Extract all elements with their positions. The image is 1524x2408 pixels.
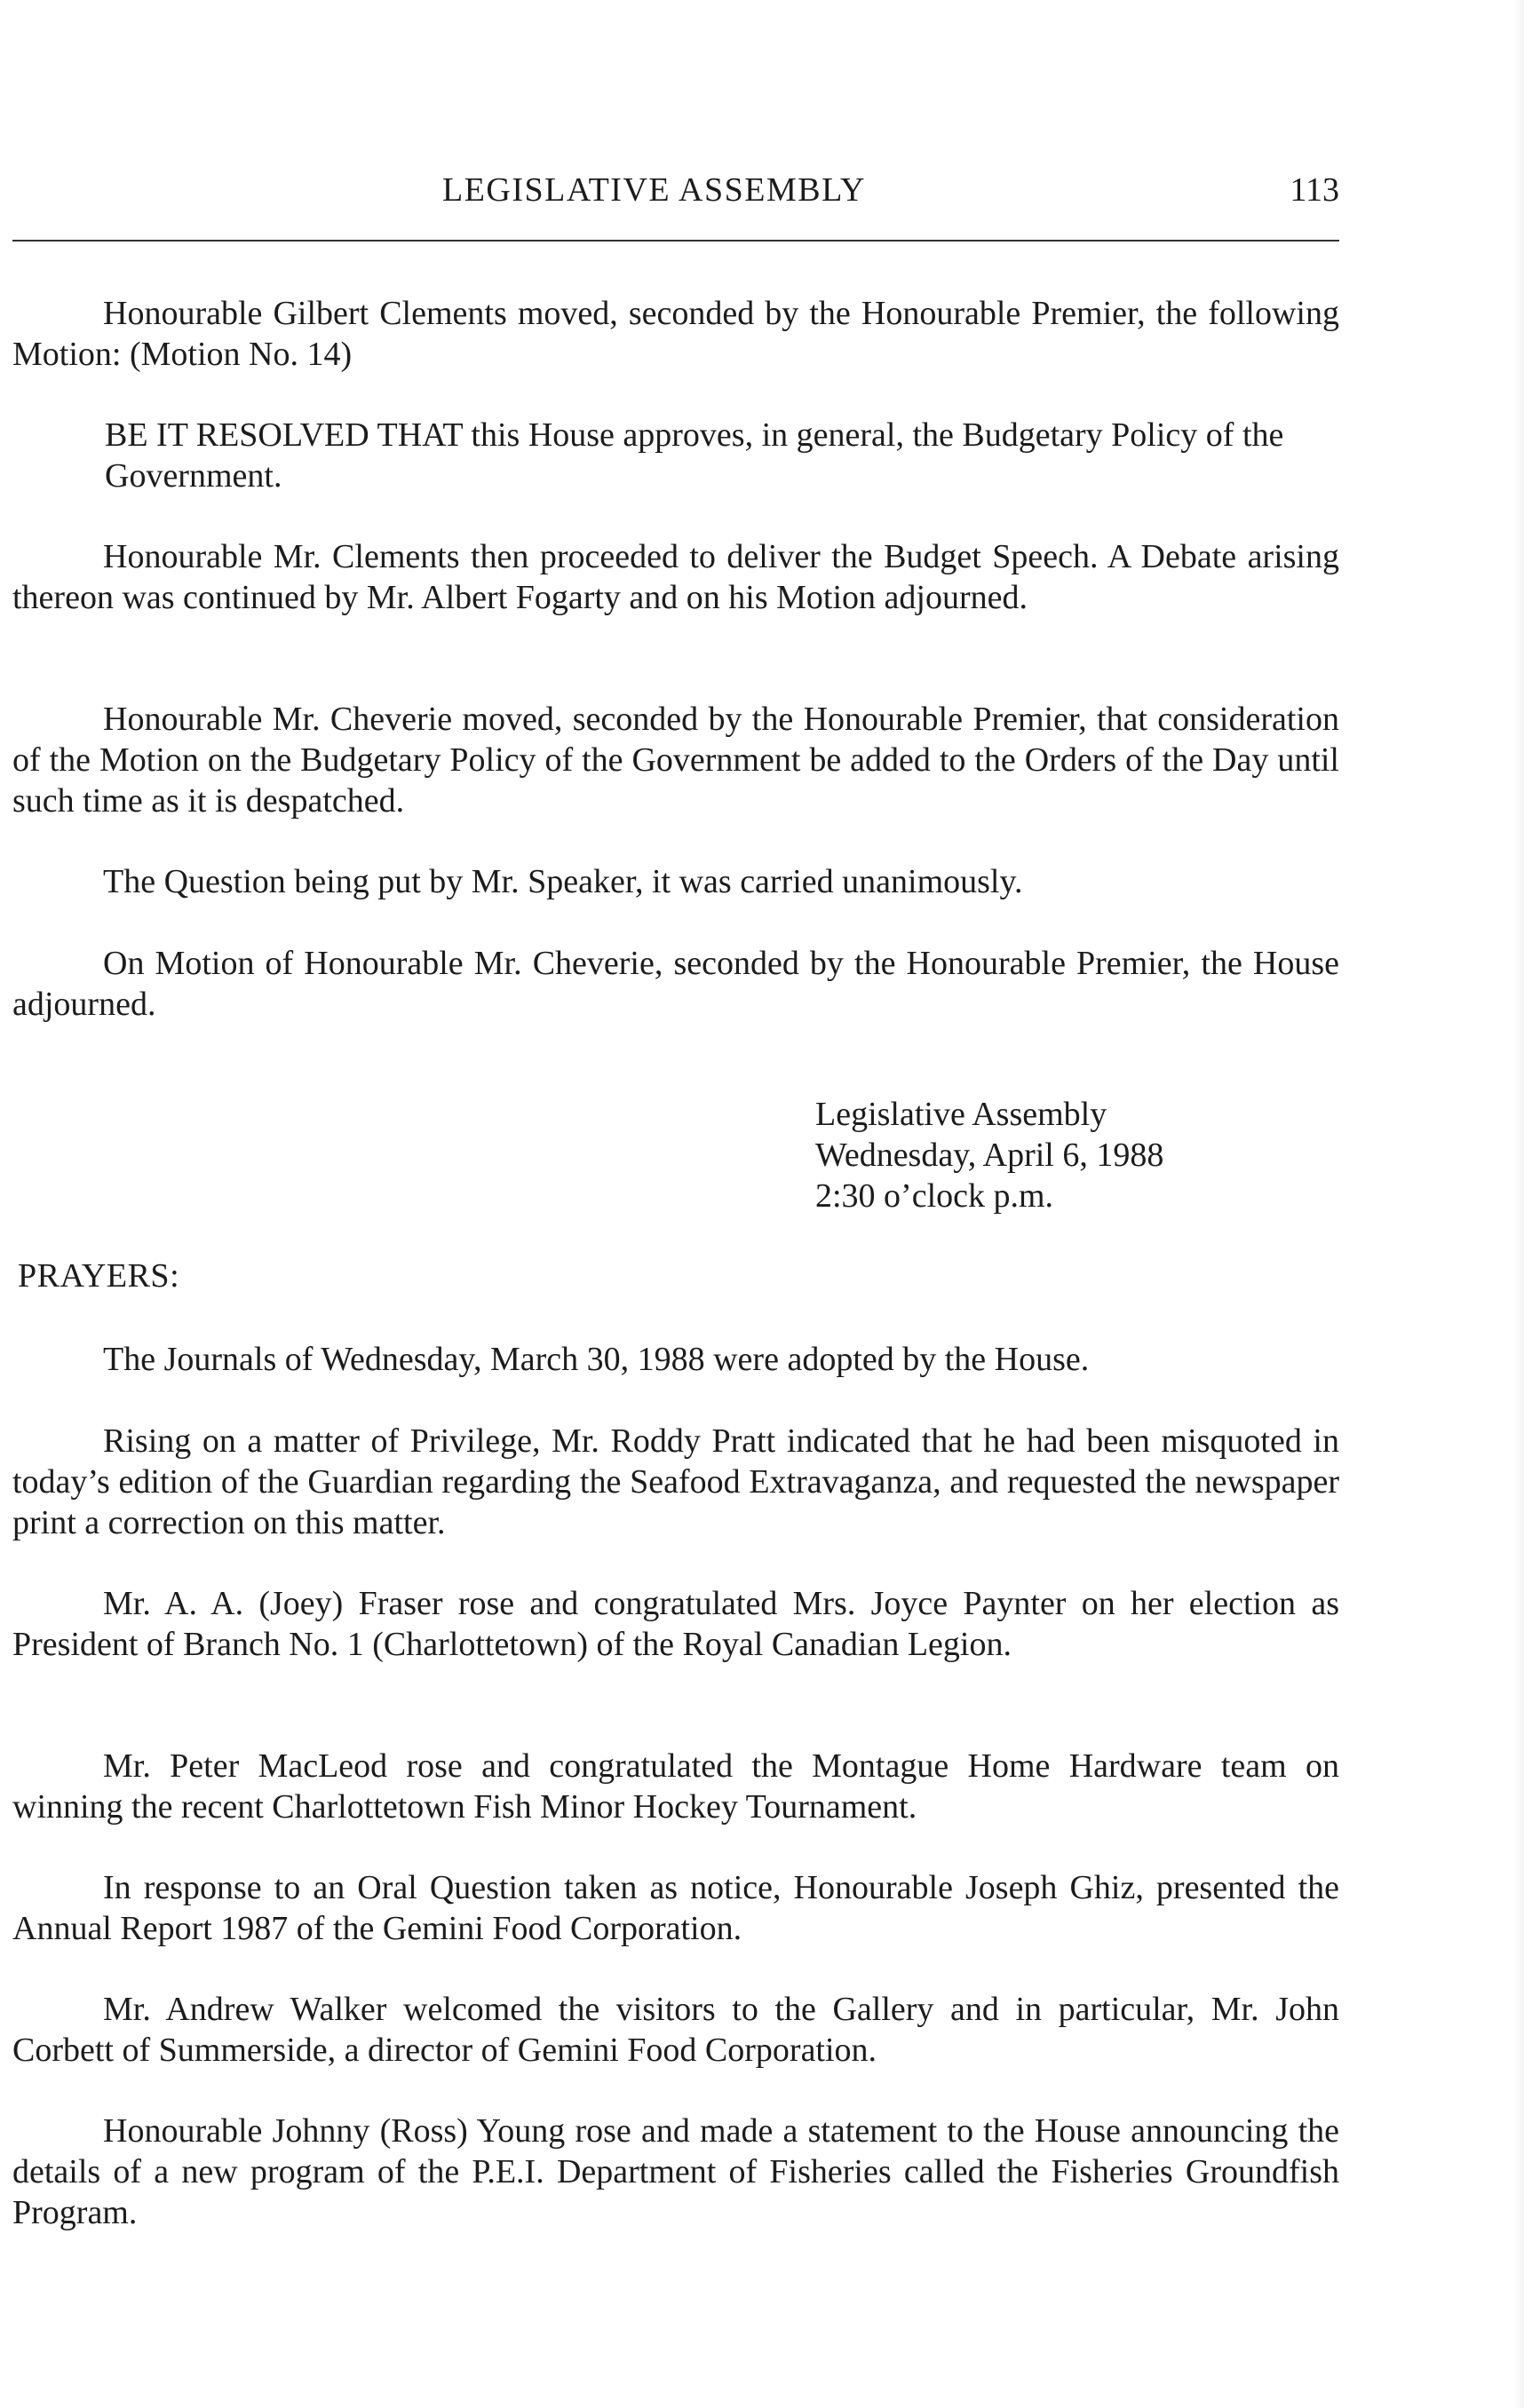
question-paragraph: The Question being put by Mr. Speaker, it was carried unanimously. [103,863,1023,900]
ghiz-paragraph: In response to an Oral Question taken as notice, Honourable Joseph Ghiz, presented the Annual Report 1987 of the Gemini Food Corporation. [12,1869,1339,1947]
running-header-title: LEGISLATIVE ASSEMBLY [442,171,866,209]
prayers-heading: PRAYERS: [18,1257,180,1295]
walker-paragraph: Mr. Andrew Walker welcomed the visitors to the Gallery and in particular, Mr. John Corbett of Summerside, a director of Gemini Food Corporation. [12,1991,1339,2069]
resolution-paragraph: BE IT RESOLVED THAT this House approves, in general, the Budgetary Policy of the Government. [105,416,1284,495]
budget-speech-paragraph: Honourable Mr. Clements then proceeded to deliver the Budget Speech. A Debate arising thereon was continued by Mr. Albert Fogarty and on his Motion adjourned. [12,538,1339,616]
fraser-paragraph: Mr. A. A. (Joey) Fraser rose and congratulated Mrs. Joyce Paynter on her election as President of Branch No. 1 (Charlottetown) of the Royal Canadian Legion. [12,1585,1339,1663]
young-paragraph: Honourable Johnny (Ross) Young rose and made a statement to the House announcing the details of a new program of the P.E.I. Department of Fisheries called the Fisheries Groundfish Program. [12,2112,1339,2231]
cheverie-motion-paragraph: Honourable Mr. Cheverie moved, seconded by the Honourable Premier, that consideration of the Motion on the Budgetary Policy of the Government be added to the Orders of the Day until such time as it is despatched. [12,701,1339,820]
journals-paragraph: The Journals of Wednesday, March 30, 1988 were adopted by the House. [103,1341,1090,1378]
sitting-date: Wednesday, April 6, 1988 [815,1137,1164,1174]
sitting-dateline [815,1094,1163,1216]
motion-paragraph: Honourable Gilbert Clements moved, seconded by the Honourable Premier, the following Motion: (Motion No. 14) [12,295,1339,373]
privilege-paragraph: Rising on a matter of Privilege, Mr. Roddy Pratt indicated that he had been misquoted in today’s edition of the Guardian regarding the Seafood Extravaganza, and requested the newspaper print a correction on this matter. [12,1422,1339,1541]
macleod-paragraph: Mr. Peter MacLeod rose and congratulated the Montague Home Hardware team on winning the recent Charlottetown Fish Minor Hockey Tournament. [12,1747,1339,1826]
scan-edge [1513,0,1524,2408]
page-number: 113 [1290,171,1339,209]
sitting-place: Legislative Assembly [815,1096,1107,1133]
header-rule [12,240,1339,242]
sitting-time: 2:30 o’clock p.m. [815,1177,1054,1215]
adjournment-paragraph: On Motion of Honourable Mr. Cheverie, seconded by the Honourable Premier, the House adjourned. [12,945,1339,1023]
